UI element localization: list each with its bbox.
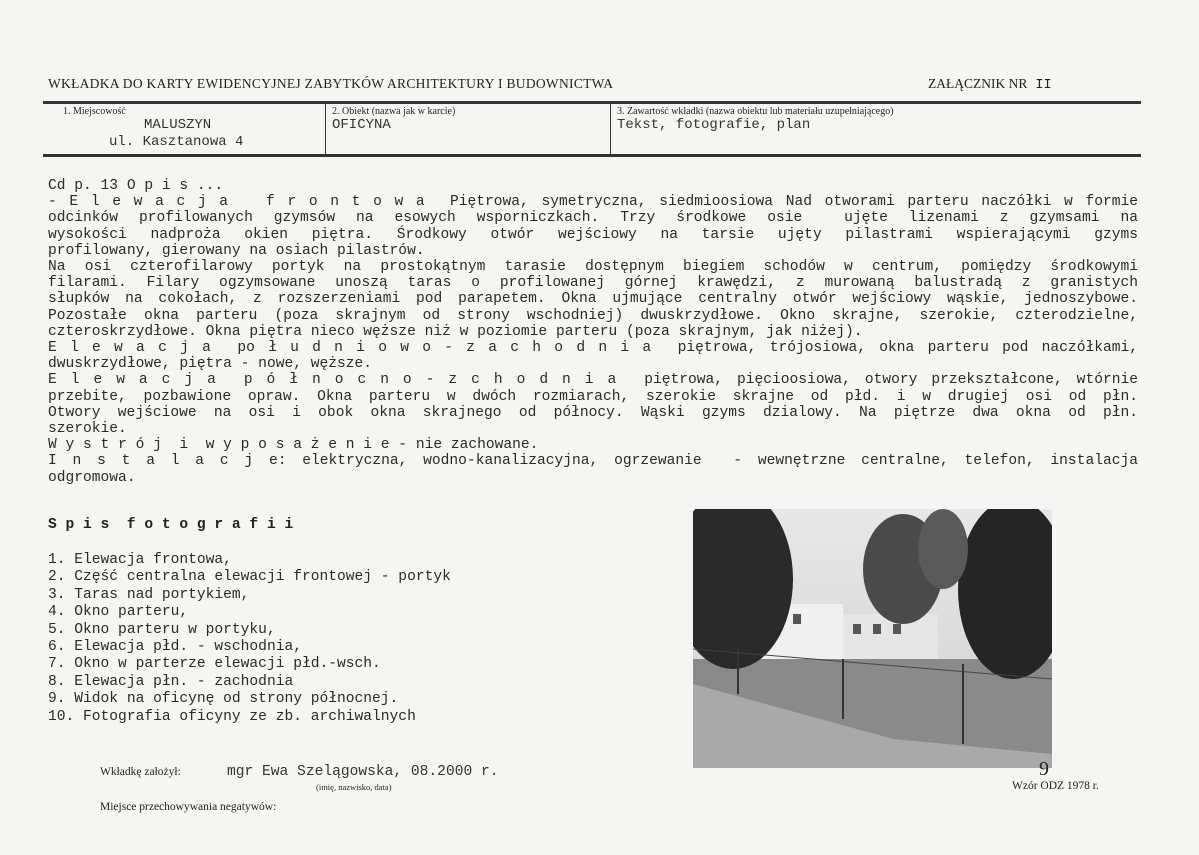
photo-list-item: 4. Okno parteru, [48, 604, 189, 621]
annex-number: II [1035, 78, 1052, 93]
description-line: słupków na cokołach, z rozszerzeniami pod parapetem. Okna ujmujące centralny otwór wejściowy wąskie, jednoszybowe. [48, 291, 1138, 308]
building-photo [693, 509, 1052, 768]
contents-cell [610, 104, 1141, 154]
photo-list [48, 552, 451, 726]
address-value: ul. Kasztanowa 4 [109, 134, 244, 150]
document-title: WKŁADKA DO KARTY EWIDENCYJNEJ ZABYTKÓW ARCHITEKTURY I BUDOWNICTWA [48, 76, 614, 91]
description-line: Cd p. 13 O p i s ... [48, 178, 224, 194]
contents-label: 3. Zawartość wkładki (nazwa obiektu lub materiału uzupełniającego) [617, 106, 894, 117]
description-line: odcinków profilowanych gzymsów na esowych wsporniczkach. Trzy środkowe osie ujęte lizenami z gzymsami na [48, 210, 1138, 227]
description-line: dwuskrzydłowe, piętra - nowe, węższe. [48, 356, 373, 373]
photo-list-heading: S p i s f o t o g r a f i i [48, 517, 294, 533]
description-line: E l e w a c j a p ó ł n o c n o - z c h o d n i a piętrowa, pięcioosiowa, otwory przekształcone, wtórnie [48, 372, 1138, 389]
photo-list-item: 10. Fotografia oficyny ze zb. archiwalnych [48, 708, 416, 725]
description-line: W y s t r ó j i w y p o s a ż e n i e - nie zachowane. [48, 437, 539, 454]
description-line: przebite, pozbawione opraw. Okna parteru w dwóch rozmiarach, szerokie skrajne od płd. i w drugiej osi od płn. [48, 388, 1138, 405]
description-line: Pozostałe okna parteru (poza skrajnym od strony wschodniej) dwuskrzydłowe. Okno skrajne, szerokie, czterodzielne, [48, 307, 1138, 324]
locality-label: 1. Miejscowość [63, 106, 126, 117]
description-line: profilowany, gierowany na osiach pilastrów. [48, 242, 425, 259]
description-line: odgromowa. [48, 469, 136, 486]
photo-list-item: 9. Widok na oficynę od strony północnej. [48, 691, 399, 708]
object-label: 2. Obiekt (nazwa jak w karcie) [332, 106, 456, 117]
template-label: Wzór ODZ 1978 r. [1012, 780, 1099, 792]
photo-list-item: 3. Taras nad portykiem, [48, 586, 250, 603]
locality-cell [43, 104, 325, 154]
description-line: szerokie. [48, 421, 127, 438]
header-table [43, 101, 1141, 157]
description-text [48, 178, 1138, 486]
description-line: E l e w a c j a po ł u d n i o w o - z a c h o d n i a piętrowa, trójosiowa, okna parteru pod naczółkami, [48, 340, 1138, 357]
photo-list-item: 1. Elewacja frontowa, [48, 552, 232, 568]
description-line: Otwory wejściowe na osi i obok okna skrajnego od północy. Wąski gzyms dzialowy. Na piętrze dwa okna od płn. [48, 404, 1138, 421]
author-value: mgr Ewa Szelągowska, 08.2000 r. [227, 764, 499, 780]
negatives-label: Miejsce przechowywania negatywów: [100, 801, 277, 813]
annex-label [928, 76, 1052, 93]
photo-list-item: 6. Elewacja płd. - wschodnia, [48, 639, 302, 656]
description-line: - E l e w a c j a f r o n t o w a Piętrowa, symetryczna, siedmioosiowa Nad otworami parteru naczółki w formie [48, 194, 1138, 211]
page-number: 9 [1039, 758, 1049, 780]
author-hint: (imię, nazwisko, data) [316, 782, 392, 792]
author-label: Wkładkę założył: [100, 766, 181, 778]
object-value: OFICYNA [332, 117, 391, 133]
contents-value: Tekst, fotografie, plan [617, 117, 811, 133]
description-line: I n s t a l a c j e: elektryczna, wodno-kanalizacyjna, ogrzewanie - wewnętrzne centralne, telefon, instalacja [48, 453, 1138, 470]
photo-list-item: 8. Elewacja płn. - zachodnia [48, 673, 294, 690]
description-line: czteroskrzydłowe. Okna piętra nieco węższe niż w poziomie parteru (poza skrajnym, jak niżej). [48, 323, 863, 340]
object-cell [325, 104, 610, 154]
description-line: Na osi czterofilarowy portyk na prostokątnym tarasie dostępnym biegiem schodów w centrum, pomiędzy środkowymi [48, 259, 1138, 276]
description-line: wysokości nadproża okien piętra. Środkowy otwór wejściowy na tarsie ujęty pilastrami wspierającymi gzyms [48, 226, 1138, 243]
description-line: filarami. Filary ogzymsowane unoszą taras o profilowanej górnej krawędzi, z murowaną balustradą z granistych [48, 275, 1138, 292]
locality-value: MALUSZYN [144, 117, 212, 133]
photo-list-item: 7. Okno w parterze elewacji płd.-wsch. [48, 656, 381, 673]
photo-list-item: 2. Część centralna elewacji frontowej - portyk [48, 569, 451, 586]
annex-label-text: ZAŁĄCZNIK NR [928, 76, 1028, 91]
photo-list-item: 5. Okno parteru w portyku, [48, 621, 276, 638]
